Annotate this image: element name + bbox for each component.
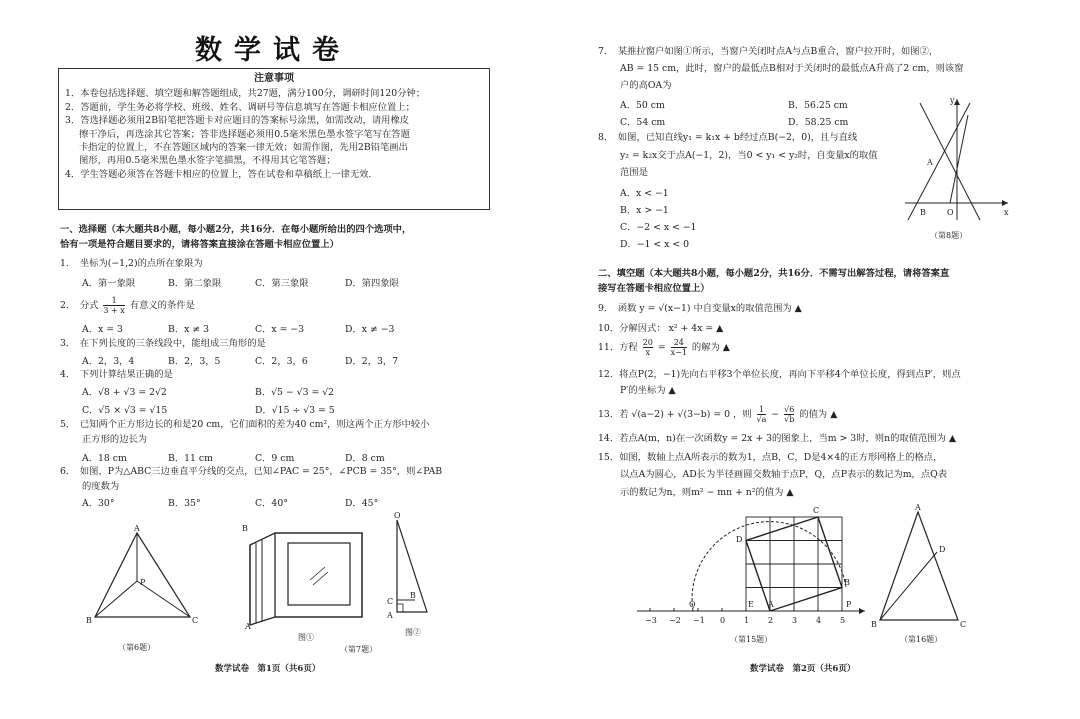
q5-option-a: A．18 cm bbox=[82, 453, 127, 464]
q2-option-a: A．x = 3 bbox=[82, 324, 123, 335]
q11-pre: 11．方程 bbox=[598, 342, 638, 353]
q2-stem-pre: 2． 分式 bbox=[60, 300, 99, 311]
q2-option-d: D．x ≠ −3 bbox=[345, 324, 395, 335]
fig7-label-a2: A bbox=[387, 611, 393, 620]
q15-line2: 以点A为圆心，AD长为半径画圆交数轴于点P，Q，点P表示的数记为m，点Q表 bbox=[620, 469, 948, 480]
q11-post: 的解为 bbox=[691, 342, 720, 353]
q3-stem: 3． 在下列长度的三条线段中，能组成三角形的是 bbox=[60, 338, 266, 349]
q8-line2: y₂ = k₂x交于点A(−1，2)，当0 < y₁ < y₂时，自变量x的取值 bbox=[620, 150, 878, 161]
q2-frac-den: 3 + x bbox=[103, 306, 125, 315]
fig15-label-p: P bbox=[846, 600, 852, 609]
q2-frac-num: 1 bbox=[103, 296, 124, 306]
q2-stem-post: 有意义的条件是 bbox=[129, 300, 195, 311]
q14 bbox=[598, 431, 956, 446]
q8-option-a: A．x < −1 bbox=[620, 188, 669, 199]
q12-answer-blank: ▲ bbox=[668, 385, 676, 396]
fig7-label-o: O bbox=[394, 511, 401, 520]
q13-fraction-2 bbox=[784, 405, 794, 424]
q13-d2: √b bbox=[784, 415, 795, 424]
q8-option-b: B．x > −1 bbox=[620, 205, 669, 216]
fig6-label-a: A bbox=[134, 524, 140, 533]
q13-d1: √a bbox=[756, 415, 767, 424]
fig16-label-d: D bbox=[939, 545, 946, 554]
axis-tick-3: 3 bbox=[792, 616, 798, 625]
fig7-window-drawing bbox=[240, 525, 370, 630]
section2-heading-line1: 二、填空题（本大题共8小题，每小题2分，共16分．不需写出解答过程，请将答案直 bbox=[598, 268, 950, 279]
q2-option-b: B．x ≠ 3 bbox=[168, 324, 209, 335]
fig6-caption: （第6题） bbox=[118, 643, 156, 652]
notice-item-3c: 卡指定的位置上，不在答题区域内的答案一律无效；如需作图，先用2B铅笔画出 bbox=[79, 142, 408, 154]
notice-item-3d: 图形，再用0.5毫米黑色墨水签字笔描黑，不得用其它笔答题； bbox=[79, 155, 336, 167]
q1-stem: 1． 坐标为(−1,2)的点所在象限为 bbox=[60, 258, 203, 269]
fig15-label-d: D bbox=[736, 535, 743, 544]
fig15-caption: （第15题） bbox=[730, 635, 773, 644]
fig7-label-c: C bbox=[387, 597, 394, 606]
q11-n1: 20 bbox=[642, 338, 653, 347]
axis-tick-0: 0 bbox=[720, 616, 726, 625]
q7-option-c: C．54 cm bbox=[620, 117, 666, 128]
notice-item-3b: 擦干净后，再选涂其它答案；答非选择题必须用0.5毫米黑色墨水签字笔写在答题 bbox=[79, 128, 410, 140]
q15-line3-text: 示的数记为n，则m² − mn + n²的值为 bbox=[620, 487, 784, 498]
q13-post: 的值为 bbox=[799, 409, 828, 420]
fig15-label-b: B bbox=[844, 578, 850, 587]
q11-d2: x−1 bbox=[670, 348, 687, 357]
q7-line1: 7． 某推拉窗户如图①所示，当窗户关闭时点A与点B重合，窗户拉开时，如图②， bbox=[598, 46, 939, 57]
q13-answer-blank: ▲ bbox=[830, 409, 838, 420]
q6-line2: 的度数为 bbox=[82, 481, 120, 492]
q1-option-a: A．第一象限 bbox=[82, 278, 136, 289]
q11-d1: x bbox=[645, 348, 651, 357]
page1-footer: 数学试卷 第1页（共6页） bbox=[215, 664, 321, 674]
axis-tick-5: 5 bbox=[840, 616, 846, 625]
q6-option-c: C．40° bbox=[255, 498, 288, 509]
q12-line2-text: P′的坐标为 bbox=[620, 385, 666, 396]
q12-line1: 12．将点P(2，−1)先向右平移3个单位长度，再向下平移4个单位长度，得到点P′，则点 bbox=[598, 369, 961, 380]
q13-expr: √(a−2) + √(3−b) = 0 bbox=[631, 409, 730, 420]
axis-tick-neg3: −3 bbox=[645, 616, 657, 625]
exam-title: 数学试卷 bbox=[195, 35, 351, 66]
q10-pre: 10．分解因式： bbox=[598, 323, 666, 334]
axis-tick-neg1: −1 bbox=[693, 616, 705, 625]
q10 bbox=[598, 321, 723, 336]
q7-option-a: A．50 cm bbox=[620, 100, 665, 111]
q8-option-c: C．−2 < x < −1 bbox=[620, 222, 697, 233]
fig6-label-p: P bbox=[140, 578, 146, 587]
q12-line2 bbox=[620, 383, 676, 398]
q13 bbox=[598, 405, 837, 424]
fig7-figure1-label: 图① bbox=[298, 633, 314, 642]
notice-item-3a: 3．答选择题必须用2B铅笔把答题卡对应题目的答案标号涂黑，如需改动，请用橡皮 bbox=[65, 115, 410, 127]
q8-option-d: D．−1 < x < 0 bbox=[620, 239, 690, 250]
fig15-label-e: E bbox=[748, 600, 754, 609]
q4-option-a: A．√8 + √3 = 2√2 bbox=[82, 387, 167, 398]
q5-option-b: B．11 cm bbox=[168, 453, 213, 464]
q3-option-c: C．2，3，6 bbox=[255, 356, 308, 367]
q6-option-a: A．30° bbox=[82, 498, 115, 509]
q5-option-d: D．8 cm bbox=[345, 453, 385, 464]
fig8-graph bbox=[900, 95, 1010, 225]
q3-option-d: D．2，3，7 bbox=[345, 356, 399, 367]
q15-line1: 15．如图，数轴上点A所表示的数为1，点B，C，D是4×4的正方形网格上的格点， bbox=[598, 452, 943, 463]
q10-expr: x² + 4x = bbox=[668, 323, 714, 334]
fig16-label-a: A bbox=[915, 503, 921, 512]
q1-option-c: C．第三象限 bbox=[255, 278, 309, 289]
axis-tick-4: 4 bbox=[816, 616, 822, 625]
section1-heading-line1: 一、选择题（本大题共8小题，每小题2分，共16分．在每小题所给出的四个选项中， bbox=[60, 224, 412, 235]
fig15-label-a: A bbox=[768, 600, 774, 609]
q6-option-d: D．45° bbox=[345, 498, 379, 509]
fig16-label-c: C bbox=[960, 620, 967, 629]
q9-pre: 9． 函数 bbox=[598, 303, 637, 314]
axis-tick-1: 1 bbox=[744, 616, 750, 625]
fig16-caption: （第16题） bbox=[900, 635, 943, 644]
q9-answer-blank: ▲ bbox=[794, 303, 802, 314]
fig7-label-b2: B bbox=[410, 591, 416, 600]
fig8-label-x: x bbox=[1004, 208, 1009, 217]
q15-line3 bbox=[620, 485, 794, 500]
q10-answer-blank: ▲ bbox=[716, 323, 724, 334]
q3-option-a: A．2，3，4 bbox=[82, 356, 135, 367]
q7-line3: 户的高OA为 bbox=[620, 80, 672, 91]
fig7-triangle-diagram bbox=[382, 512, 442, 624]
q6-option-b: B．35° bbox=[168, 498, 201, 509]
q4-option-d: D．√15 ÷ √3 = 5 bbox=[255, 405, 335, 416]
q13-n1: 1 bbox=[757, 405, 767, 415]
fig6-label-c: C bbox=[192, 616, 199, 625]
fig8-label-y: y bbox=[950, 96, 955, 105]
q11-fraction-left bbox=[643, 338, 653, 357]
q1-option-d: D．第四象限 bbox=[345, 278, 399, 289]
q13-fraction-1 bbox=[757, 405, 767, 424]
page2-footer: 数学试卷 第2页（共6页） bbox=[750, 664, 856, 674]
exam-page-2 bbox=[540, 0, 1080, 719]
fig15-grid bbox=[746, 517, 842, 611]
q11 bbox=[598, 338, 730, 357]
q5-line1: 5． 已知两个正方形边长的和是20 cm，它们面积的差为40 cm²，则这两个正方形中较小 bbox=[60, 419, 430, 430]
q4-option-c: C．√5 × √3 = √15 bbox=[82, 405, 168, 416]
q11-answer-blank: ▲ bbox=[722, 342, 730, 353]
section1-heading-line2: 恰有一项是符合题目要求的，请将答案直接涂在答题卡相应位置上） bbox=[60, 239, 339, 250]
q8-line1: 8． 如图，已知直线y₁ = k₁x + b经过点B(−2，0)，且与直线 bbox=[598, 132, 858, 143]
axis-tick-neg2: −2 bbox=[669, 616, 681, 625]
q14-answer-blank: ▲ bbox=[948, 433, 956, 444]
fig8-label-o: O bbox=[947, 208, 954, 217]
q8-line3: 范围是 bbox=[620, 167, 648, 178]
q1-option-b: B．第二象限 bbox=[168, 278, 222, 289]
section2-heading-line2: 接写在答题卡相应位置上） bbox=[598, 283, 710, 294]
q4-stem: 4． 下列计算结果正确的是 bbox=[60, 369, 173, 380]
fig7-caption: （第7题） bbox=[340, 645, 378, 654]
q15-answer-blank: ▲ bbox=[786, 487, 794, 498]
q6-line1: 6． 如图，P为△ABC三边垂直平分线的交点，已知∠PAC = 25°，∠PCB = 35°，则∠PAB bbox=[60, 466, 443, 477]
fig8-caption: （第8题） bbox=[930, 231, 968, 240]
q9-post: 中自变量x的取值范围为 bbox=[693, 303, 792, 314]
q11-n2: 24 bbox=[671, 338, 687, 348]
notice-heading: 注意事项 bbox=[254, 73, 294, 84]
q5-line2: 正方形的边长为 bbox=[82, 434, 148, 445]
notice-item-1: 1．本卷包括选择题、填空题和解答题组成，共27题，满分100分，调研时间120分钟； bbox=[65, 88, 426, 100]
fig15-label-c: C bbox=[813, 506, 820, 515]
q7-option-d: D．58.25 cm bbox=[788, 117, 849, 128]
fig16-triangle bbox=[870, 500, 975, 630]
q11-fraction-right bbox=[671, 338, 687, 357]
q14-text: 14．若点A(m，n)在一次函数y = 2x + 3的图象上，当m > 3时，则n的取值范围为 bbox=[598, 433, 946, 444]
q7-option-b: B．56.25 cm bbox=[788, 100, 848, 111]
fig16-label-b: B bbox=[871, 620, 877, 629]
fig8-label-a: A bbox=[927, 158, 933, 167]
q9-expr: y = √(x−1) bbox=[639, 303, 691, 314]
q2-stem bbox=[60, 296, 195, 315]
q7-line2: AB = 15 cm，此时，窗户的最低点B相对于关闭时的最低点A升高了2 cm，则该窗 bbox=[620, 63, 964, 74]
notice-item-4: 4．学生答题必须答在答题卡相应的位置上，答在试卷和草稿纸上一律无效. bbox=[65, 168, 372, 180]
q9 bbox=[598, 301, 802, 316]
fig6-label-b: B bbox=[86, 616, 92, 625]
q13-mid: ，则 bbox=[732, 409, 752, 420]
q13-minus: − bbox=[771, 409, 780, 420]
fig7-label-a: A bbox=[245, 622, 251, 631]
q3-option-b: B．2，3，5 bbox=[168, 356, 221, 367]
q13-n2: √6 bbox=[784, 405, 795, 414]
q2-fraction bbox=[103, 296, 124, 315]
q11-eq: = bbox=[657, 342, 666, 353]
notice-item-2: 2．答题前，学生务必将学校、班级、姓名、调研号等信息填写在答题卡相应位置上； bbox=[65, 101, 415, 113]
fig8-label-b: B bbox=[920, 208, 926, 217]
fig15-grid-numberline bbox=[635, 506, 870, 630]
q5-option-c: C．9 cm bbox=[255, 453, 295, 464]
q4-option-b: B．√5 − √3 = √2 bbox=[255, 387, 335, 398]
fig6-triangle bbox=[85, 525, 205, 635]
axis-tick-2: 2 bbox=[768, 616, 774, 625]
q2-option-c: C．x = −3 bbox=[255, 324, 305, 335]
q13-pre: 13．若 bbox=[598, 409, 629, 420]
fig7-figure2-label: 图② bbox=[405, 628, 421, 637]
notice-box bbox=[58, 68, 490, 210]
fig7-label-b: B bbox=[242, 524, 248, 533]
fig15-label-q: Q bbox=[689, 600, 696, 609]
